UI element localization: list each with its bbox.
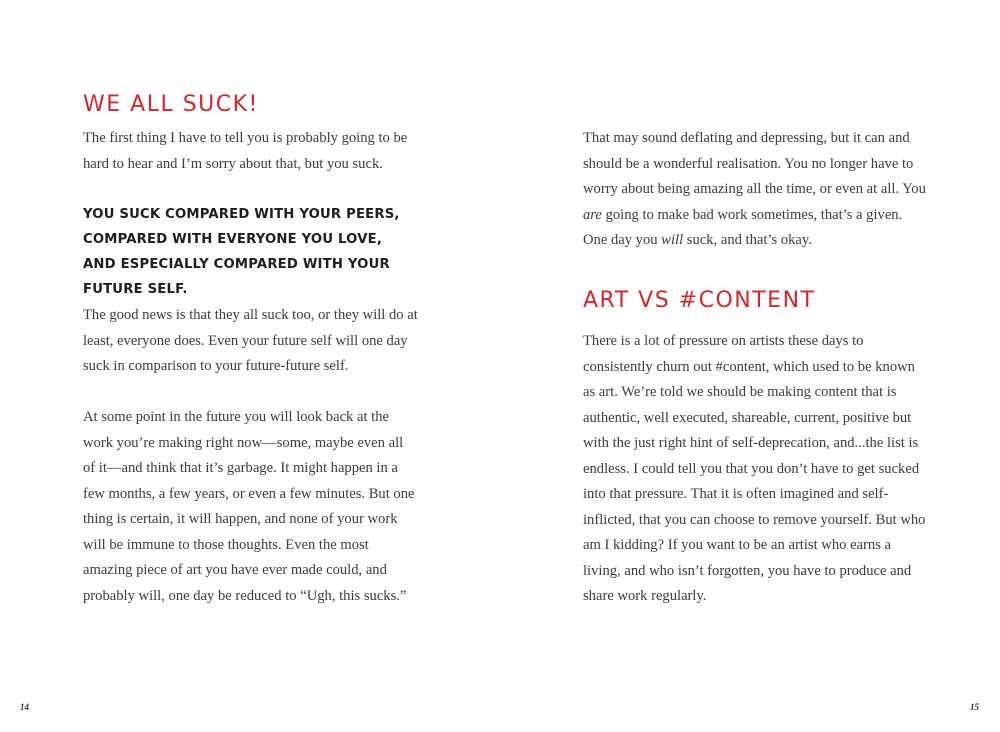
content-pressure-paragraph: There is a lot of pressure on artists these days to consistently churn out #content, which used to be known as art. We’re told we should be making content that is authentic, well executed, shareable, current, positive but with the just right hint of self-deprecation, and...the list is endless. I could tell you that you don’t have to get sucked into that pressure. That it is often imagined and self-inflicted, that you can choose to remove yourself. But who am I kidding? If you want to be an artist who earns a living, and who isn’t forgotten, you have to produce and share work regularly. — [583, 333, 926, 604]
good-news-paragraph: The good news is that they all suck too, or they will do at least, everyone does. Even your future self will one day suck in comparison to your future-future self. — [83, 307, 418, 374]
emphasis-will: will — [661, 232, 684, 248]
realisation-text-3: suck, and that’s okay. — [683, 232, 812, 248]
emphasis-are: are — [583, 206, 602, 223]
intro-paragraph: The first thing I have to tell you is probably going to be hard to hear and I’m sorry about that, but you suck. — [83, 130, 408, 172]
page-number-left: 14 — [20, 702, 29, 712]
section-heading-art-vs-content: ART VS #CONTENT — [583, 288, 816, 313]
realisation-text-2: going to make bad work sometimes, that’s a given. One day you — [583, 206, 903, 248]
page-number-right: 15 — [970, 702, 979, 712]
realisation-paragraph — [583, 126, 928, 254]
future-paragraph: At some point in the future you will look back at the work you’re making right now—some, maybe even all of it—and think that it’s garbage. It might happen in a few months, a few years, or even a few minutes. But one thing is certain, it will happen, and none of your work will be immune to those thoughts. Even the most amazing piece of art you have ever made could, and probably will, one day be reduced to “Ugh, this sucks.” — [83, 409, 415, 604]
section-heading-we-all-suck: WE ALL SUCK! — [83, 92, 259, 117]
right-page — [500, 0, 1000, 732]
realisation-text-1: That may sound deflating and depressing, but it can and should be a wonderful realisation. You no longer have to worry about being amazing all the time, or even at all. You — [583, 130, 926, 197]
pull-quote: YOU SUCK COMPARED WITH YOUR PEERS, COMPARED WITH EVERYONE YOU LOVE, AND ESPECIALLY COMPARED WITH YOUR FUTURE SELF. — [83, 207, 400, 297]
